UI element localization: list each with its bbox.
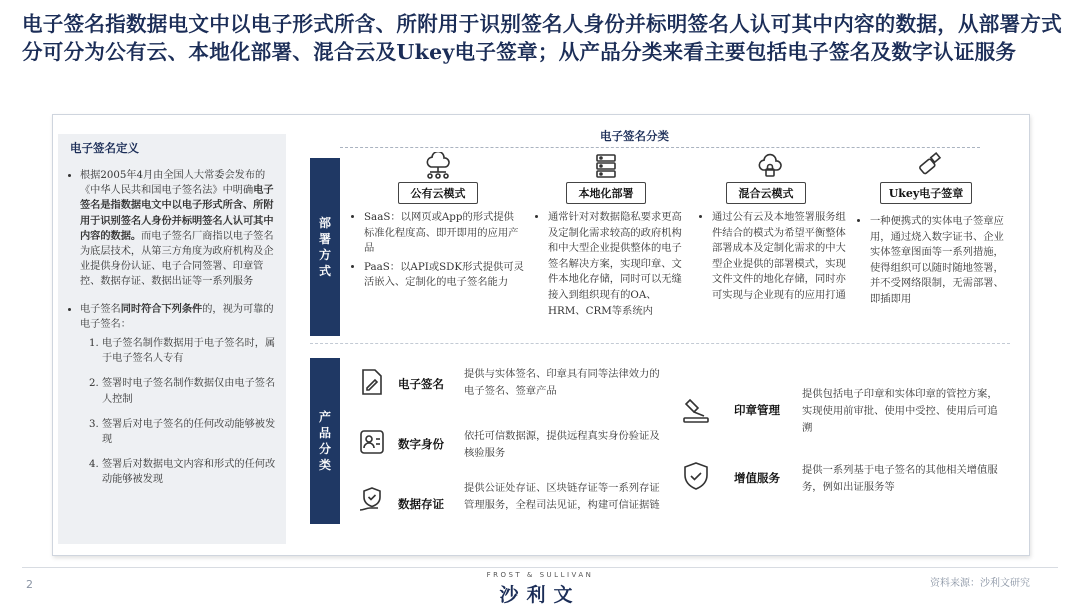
shield-check-icon xyxy=(680,460,712,492)
product-desc-data-evidence: 提供公证处存证、区块链存证等一系列存证管理服务，全程司法见证，构建可信证据链 xyxy=(464,482,660,511)
product-name-esign: 电子签名 xyxy=(398,377,444,391)
deploy-tag-local: 本地化部署 xyxy=(566,182,646,204)
product-desc-digital-identity: 依托可信数据源，提供远程真实身份验证及核验服务 xyxy=(464,430,660,459)
classification-heading: 电子签名分类 xyxy=(600,129,669,143)
product-name-seal-management: 印章管理 xyxy=(734,403,780,417)
hybrid-cloud-description: • 通过公有云及本地签署服务组件结合的模式为希望平衡整体部署成本及定制化需求的中大型企业提供的部署模式，实现文件文件的地化存储，同时亦可实现与企业现有的应用打通 xyxy=(700,210,850,307)
product-name-value-added: 增值服务 xyxy=(734,471,780,485)
logo-chinese: 沙利文 xyxy=(499,584,581,606)
definition-box xyxy=(58,134,286,544)
product-desc-value-added: 提供一系列基于电子签名的其他相关增值服务，例如出证服务等 xyxy=(802,464,998,493)
section-divider xyxy=(310,343,1010,344)
source-note: 资料来源：沙利文研究 xyxy=(930,578,1030,589)
page-title: 电子签名指数据电文中以电子形式所含、所附用于识别签名人身份并标明签名人认可其中内容的数据，从部署方式分可分为公有云、本地化部署、混合云及Ukey电子签章；从产品分类来看主要包括电子签名及数字认证服务 xyxy=(22,12,1062,64)
page-number: 2 xyxy=(26,578,33,591)
definition-body xyxy=(66,168,280,500)
stamp-icon xyxy=(680,394,712,426)
logo-english: FROST & SULLIVAN xyxy=(486,571,594,579)
usb-key-icon xyxy=(916,150,944,178)
local-deploy-description: • 通常针对对数据隐私要求更高及定制化需求较高的政府机构和中大型企业提供整体的电子签名解决方案，实现印章、文件本地化存储，同时可以无缝接入到组织现有的OA、HRM、CRM等系统内 xyxy=(536,210,690,322)
pen-document-icon xyxy=(356,366,388,398)
cloud-network-icon xyxy=(424,152,452,180)
condition-item: 2. 签署时电子签名制作数据仅由电子签名人控制 xyxy=(102,376,280,406)
definition-paragraph-1: • 根据2005年4月由全国人大常委会发布的《中华人民共和国电子签名法》中明确电子签名是指数据电文中以电子形式所含、所附用于识别签名人身份并标明签名人认可其中内容的数据。而电子签名厂商指以电子签名为底层技术，从第三方角度为政府机构及企业提供身份认证、电子合同签署、印章管控、数据存证、数据出证等一系列服务 xyxy=(80,168,280,290)
shield-hand-icon xyxy=(356,484,388,516)
condition-item: 3. 签署后对电子签名的任何改动能够被发现 xyxy=(102,417,280,447)
classification-divider xyxy=(340,147,980,148)
product-desc-seal-management: 提供包括电子印章和实体印章的管控方案，实现使用前审批、使用中受控、使用后可追溯 xyxy=(802,388,998,434)
deploy-tag-hybrid: 混合云模式 xyxy=(726,182,806,204)
ukey-description: • 一种便携式的实体电子签章应用，通过烧入数字证书、企业实体签章图面等一系列措施，使得组织可以随时随地签署，并不受网络限制，无需部署、即插即用 xyxy=(858,214,1008,311)
public-cloud-description: • SaaS：以网页或App的形式提供标准化程度高、即开即用的应用产品 • PaaS：以API或SDK形式提供可灵活嵌入、定制化的电子签名能力 xyxy=(352,210,524,294)
deploy-tag-public-cloud: 公有云模式 xyxy=(398,182,478,204)
condition-item: 4. 签署后对数据电文内容和形式的任何改动能够被发现 xyxy=(102,457,280,487)
condition-item: 1. 电子签名制作数据用于电子签名时，属于电子签名人专有 xyxy=(102,336,280,366)
product-name-digital-identity: 数字身份 xyxy=(398,437,444,451)
product-label-bar: 产品分类 xyxy=(310,358,340,524)
deploy-label-bar: 部署方式 xyxy=(310,158,340,336)
definition-heading: 电子签名定义 xyxy=(70,141,139,155)
deploy-tag-ukey: Ukey电子签章 xyxy=(880,182,972,204)
cloud-lock-icon xyxy=(756,152,784,180)
id-card-icon xyxy=(356,426,388,458)
server-icon xyxy=(592,152,620,180)
definition-paragraph-2: • 电子签名同时符合下列条件的，视为可靠的电子签名： 1. 电子签名制作数据用于电子签名时，属于电子签名人专有 2. 签署时电子签名制作数据仅由电子签名人控制 3. 签署后对电子签名的任何改动能够被发现 4. 签署后对数据电文内容和形式的任何改动能够被发现 xyxy=(80,302,280,488)
footer-divider xyxy=(22,567,1058,568)
product-name-data-evidence: 数据存证 xyxy=(398,497,444,511)
product-desc-esign: 提供与实体签名、印章具有同等法律效力的电子签名、签章产品 xyxy=(464,368,660,397)
